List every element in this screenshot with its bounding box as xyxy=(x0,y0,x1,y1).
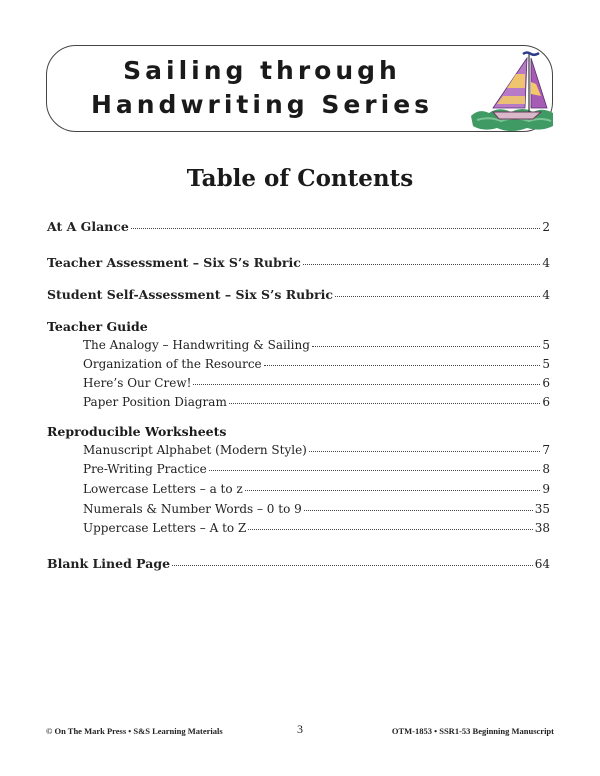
toc-entry[interactable] xyxy=(47,556,550,574)
toc-entry-label: Student Self-Assessment – Six S’s Rubric xyxy=(47,287,333,302)
dot-leader xyxy=(303,263,541,265)
series-title-line1: Sailing through xyxy=(123,56,401,85)
toc-entry[interactable] xyxy=(47,287,550,305)
dot-leader xyxy=(264,364,541,366)
toc-entry-label: Manuscript Alphabet (Modern Style) xyxy=(83,443,307,457)
toc-entry-page: 8 xyxy=(542,462,550,476)
footer-product-code: OTM-1853 • SSR1-53 Beginning Manuscript xyxy=(391,726,554,736)
toc-entry-label: At A Glance xyxy=(47,219,129,234)
dot-leader xyxy=(335,295,540,297)
toc-entry-label: Uppercase Letters – A to Z xyxy=(83,521,247,535)
toc-entry-label: Here’s Our Crew! xyxy=(83,376,192,390)
dot-leader xyxy=(309,450,541,452)
dot-leader xyxy=(248,528,532,530)
page-title: Table of Contents xyxy=(186,165,414,192)
series-title-line2: Handwriting Series xyxy=(90,90,434,119)
toc-entry-label: Teacher Assessment – Six S’s Rubric xyxy=(47,255,301,270)
dot-leader xyxy=(209,469,541,471)
toc-entry-page: 4 xyxy=(542,256,550,270)
toc-entry-page: 2 xyxy=(542,220,550,234)
dot-leader xyxy=(312,345,540,347)
toc-entry-page: 6 xyxy=(542,376,550,390)
toc-entry-label: Pre-Writing Practice xyxy=(83,462,207,476)
dot-leader xyxy=(172,564,533,566)
toc-entry-page: 4 xyxy=(542,288,550,302)
toc-subentry[interactable] xyxy=(83,357,550,375)
toc-entry-page: 5 xyxy=(542,338,550,352)
toc-entry-page: 7 xyxy=(542,443,550,457)
toc-entry-page: 5 xyxy=(542,357,550,371)
toc-entry[interactable] xyxy=(47,219,550,237)
section-heading-teacher-guide: Teacher Guide xyxy=(47,319,148,334)
toc-entry-page: 64 xyxy=(534,557,550,571)
toc-entry-label: Paper Position Diagram xyxy=(83,395,227,409)
toc-entry-label: Organization of the Resource xyxy=(83,357,262,371)
toc-entry-label: Numerals & Number Words – 0 to 9 xyxy=(83,502,302,516)
dot-leader xyxy=(229,402,541,404)
dot-leader xyxy=(304,509,533,511)
toc-subentry[interactable] xyxy=(83,482,550,500)
toc-entry-label: Lowercase Letters – a to z xyxy=(83,482,243,496)
footer-page-number: 3 xyxy=(297,722,303,736)
dot-leader xyxy=(245,489,541,491)
toc-entry-label: Blank Lined Page xyxy=(47,556,171,571)
dot-leader xyxy=(193,383,540,385)
toc-entry-label: The Analogy – Handwriting & Sailing xyxy=(83,338,310,352)
footer-copyright: © On The Mark Press • S&S Learning Materials xyxy=(46,726,223,736)
toc-subentry[interactable] xyxy=(83,462,550,480)
toc-entry[interactable] xyxy=(47,255,550,273)
dot-leader xyxy=(131,227,541,229)
toc-entry-page: 38 xyxy=(534,521,550,535)
toc-subentry[interactable] xyxy=(83,338,550,356)
toc-subentry[interactable] xyxy=(83,502,550,520)
series-banner xyxy=(46,45,553,132)
toc-subentry[interactable] xyxy=(83,376,550,394)
toc-entry-page: 35 xyxy=(534,502,550,516)
sailboat-icon xyxy=(467,46,557,138)
toc-subentry[interactable] xyxy=(83,443,550,461)
toc-entry-page: 9 xyxy=(542,482,550,496)
section-heading-worksheets: Reproducible Worksheets xyxy=(47,424,227,439)
series-title xyxy=(47,54,477,122)
toc-entry-page: 6 xyxy=(542,395,550,409)
toc-subentry[interactable] xyxy=(83,395,550,413)
toc-subentry[interactable] xyxy=(83,521,550,539)
